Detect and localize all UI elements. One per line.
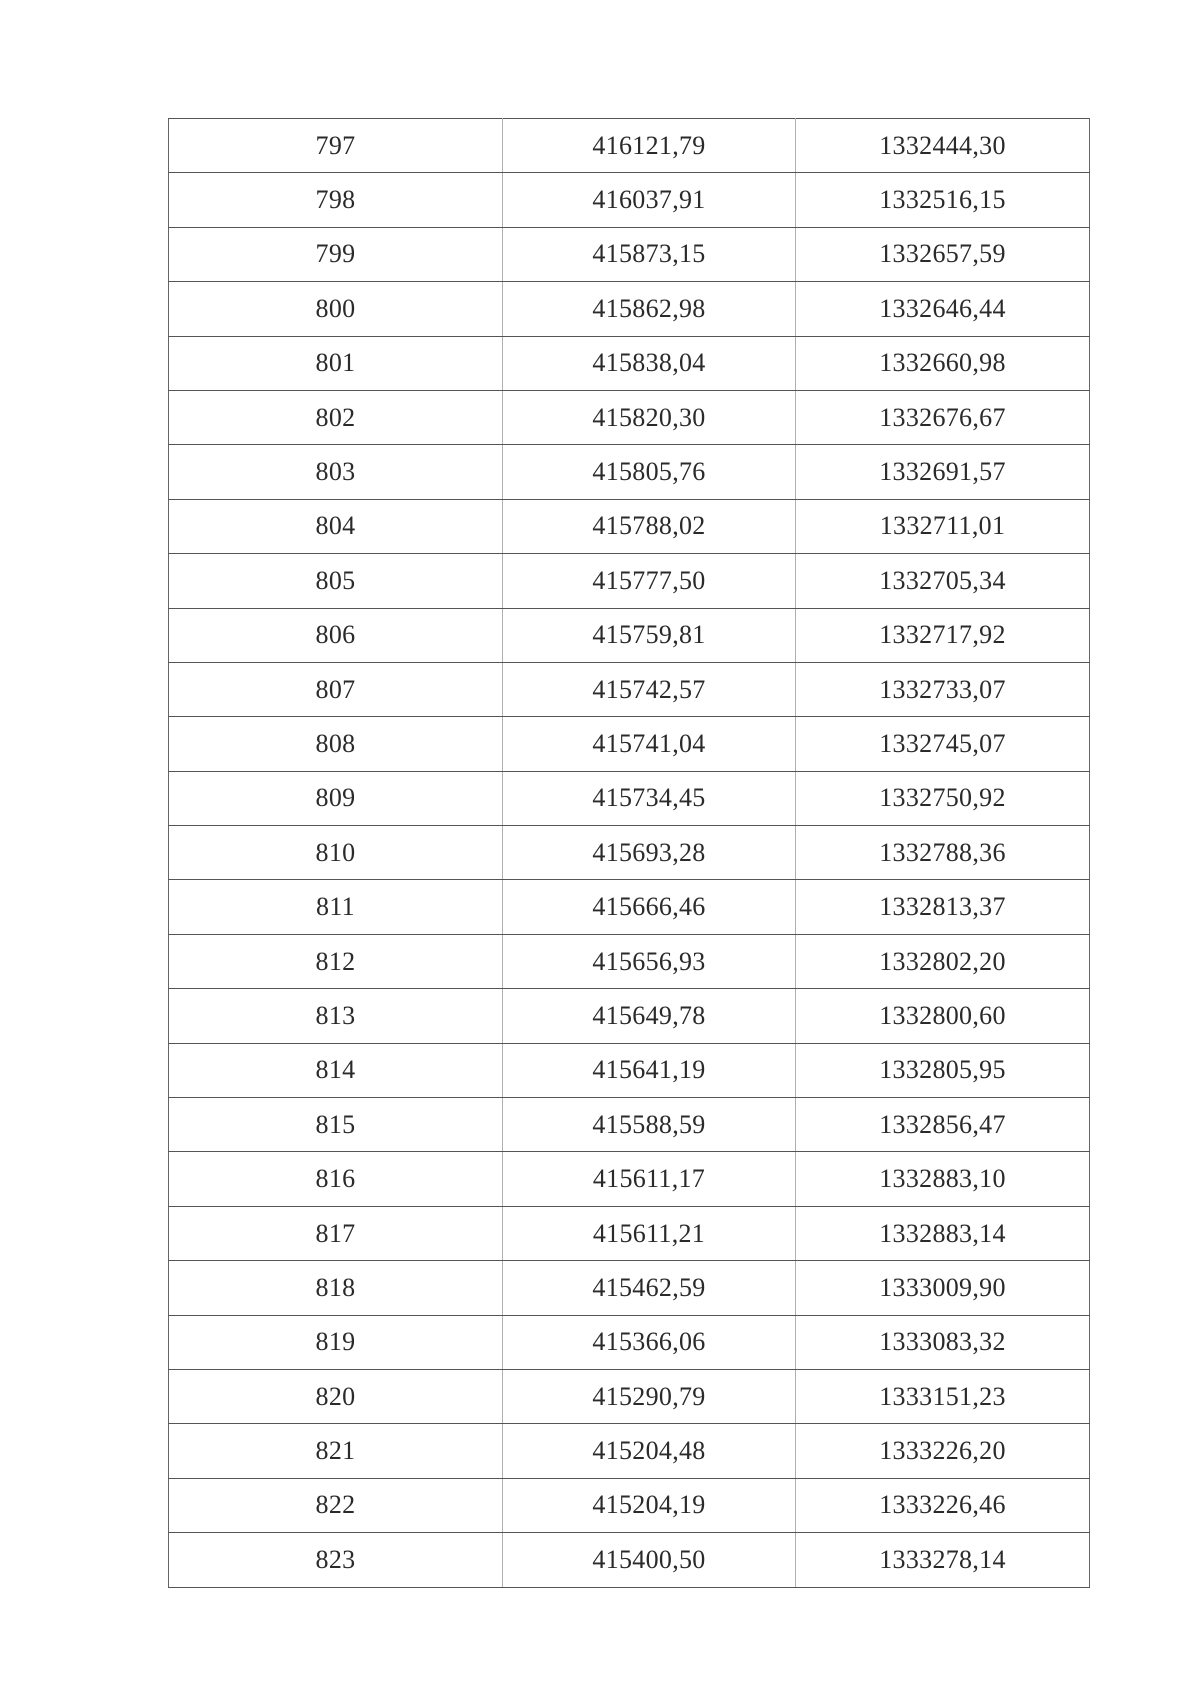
point-number-cell: 823 bbox=[169, 1533, 503, 1587]
table-row bbox=[169, 989, 1090, 1043]
y-coordinate-cell: 1332802,20 bbox=[796, 934, 1090, 988]
point-number-cell: 821 bbox=[169, 1424, 503, 1478]
table-row bbox=[169, 1261, 1090, 1315]
y-coordinate-cell: 1332788,36 bbox=[796, 826, 1090, 880]
table-row bbox=[169, 771, 1090, 825]
x-coordinate-cell: 416037,91 bbox=[503, 173, 796, 227]
x-coordinate-cell: 415777,50 bbox=[503, 554, 796, 608]
point-number-cell: 813 bbox=[169, 989, 503, 1043]
point-number-cell: 799 bbox=[169, 227, 503, 281]
point-number-cell: 801 bbox=[169, 336, 503, 390]
x-coordinate-cell: 415204,19 bbox=[503, 1478, 796, 1532]
table-row bbox=[169, 934, 1090, 988]
table-row bbox=[169, 1424, 1090, 1478]
y-coordinate-cell: 1332660,98 bbox=[796, 336, 1090, 390]
table-row bbox=[169, 282, 1090, 336]
point-number-cell: 808 bbox=[169, 717, 503, 771]
point-number-cell: 817 bbox=[169, 1206, 503, 1260]
y-coordinate-cell: 1333278,14 bbox=[796, 1533, 1090, 1587]
y-coordinate-cell: 1332883,14 bbox=[796, 1206, 1090, 1260]
x-coordinate-cell: 415734,45 bbox=[503, 771, 796, 825]
y-coordinate-cell: 1332717,92 bbox=[796, 608, 1090, 662]
x-coordinate-cell: 415290,79 bbox=[503, 1369, 796, 1423]
point-number-cell: 819 bbox=[169, 1315, 503, 1369]
x-coordinate-cell: 415820,30 bbox=[503, 390, 796, 444]
table-row bbox=[169, 119, 1090, 173]
y-coordinate-cell: 1333226,20 bbox=[796, 1424, 1090, 1478]
x-coordinate-cell: 415788,02 bbox=[503, 499, 796, 553]
coordinates-table bbox=[168, 118, 1090, 1588]
table-row bbox=[169, 445, 1090, 499]
point-number-cell: 806 bbox=[169, 608, 503, 662]
y-coordinate-cell: 1333083,32 bbox=[796, 1315, 1090, 1369]
x-coordinate-cell: 415656,93 bbox=[503, 934, 796, 988]
point-number-cell: 820 bbox=[169, 1369, 503, 1423]
table-row bbox=[169, 1315, 1090, 1369]
table-row bbox=[169, 1152, 1090, 1206]
coordinates-table-body bbox=[169, 119, 1090, 1588]
table-row bbox=[169, 1206, 1090, 1260]
y-coordinate-cell: 1332745,07 bbox=[796, 717, 1090, 771]
x-coordinate-cell: 415611,17 bbox=[503, 1152, 796, 1206]
table-row bbox=[169, 554, 1090, 608]
y-coordinate-cell: 1332750,92 bbox=[796, 771, 1090, 825]
x-coordinate-cell: 415666,46 bbox=[503, 880, 796, 934]
x-coordinate-cell: 415588,59 bbox=[503, 1098, 796, 1152]
x-coordinate-cell: 415805,76 bbox=[503, 445, 796, 499]
x-coordinate-cell: 415649,78 bbox=[503, 989, 796, 1043]
point-number-cell: 822 bbox=[169, 1478, 503, 1532]
y-coordinate-cell: 1332711,01 bbox=[796, 499, 1090, 553]
y-coordinate-cell: 1332733,07 bbox=[796, 662, 1090, 716]
point-number-cell: 804 bbox=[169, 499, 503, 553]
point-number-cell: 816 bbox=[169, 1152, 503, 1206]
table-row bbox=[169, 826, 1090, 880]
x-coordinate-cell: 415862,98 bbox=[503, 282, 796, 336]
y-coordinate-cell: 1332805,95 bbox=[796, 1043, 1090, 1097]
table-row bbox=[169, 336, 1090, 390]
table-row bbox=[169, 717, 1090, 771]
point-number-cell: 800 bbox=[169, 282, 503, 336]
y-coordinate-cell: 1332444,30 bbox=[796, 119, 1090, 173]
point-number-cell: 803 bbox=[169, 445, 503, 499]
point-number-cell: 810 bbox=[169, 826, 503, 880]
x-coordinate-cell: 415611,21 bbox=[503, 1206, 796, 1260]
y-coordinate-cell: 1332705,34 bbox=[796, 554, 1090, 608]
point-number-cell: 811 bbox=[169, 880, 503, 934]
point-number-cell: 802 bbox=[169, 390, 503, 444]
table-row bbox=[169, 880, 1090, 934]
table-row bbox=[169, 1533, 1090, 1587]
y-coordinate-cell: 1332856,47 bbox=[796, 1098, 1090, 1152]
x-coordinate-cell: 415462,59 bbox=[503, 1261, 796, 1315]
point-number-cell: 797 bbox=[169, 119, 503, 173]
table-row bbox=[169, 227, 1090, 281]
table-row bbox=[169, 1369, 1090, 1423]
y-coordinate-cell: 1333151,23 bbox=[796, 1369, 1090, 1423]
x-coordinate-cell: 415741,04 bbox=[503, 717, 796, 771]
point-number-cell: 812 bbox=[169, 934, 503, 988]
point-number-cell: 805 bbox=[169, 554, 503, 608]
x-coordinate-cell: 415204,48 bbox=[503, 1424, 796, 1478]
point-number-cell: 818 bbox=[169, 1261, 503, 1315]
y-coordinate-cell: 1332676,67 bbox=[796, 390, 1090, 444]
y-coordinate-cell: 1332691,57 bbox=[796, 445, 1090, 499]
table-row bbox=[169, 499, 1090, 553]
point-number-cell: 807 bbox=[169, 662, 503, 716]
point-number-cell: 809 bbox=[169, 771, 503, 825]
x-coordinate-cell: 416121,79 bbox=[503, 119, 796, 173]
x-coordinate-cell: 415400,50 bbox=[503, 1533, 796, 1587]
y-coordinate-cell: 1332813,37 bbox=[796, 880, 1090, 934]
table-row bbox=[169, 1043, 1090, 1097]
y-coordinate-cell: 1332800,60 bbox=[796, 989, 1090, 1043]
x-coordinate-cell: 415873,15 bbox=[503, 227, 796, 281]
y-coordinate-cell: 1333226,46 bbox=[796, 1478, 1090, 1532]
x-coordinate-cell: 415641,19 bbox=[503, 1043, 796, 1097]
y-coordinate-cell: 1332657,59 bbox=[796, 227, 1090, 281]
x-coordinate-cell: 415693,28 bbox=[503, 826, 796, 880]
table-row bbox=[169, 608, 1090, 662]
point-number-cell: 814 bbox=[169, 1043, 503, 1097]
y-coordinate-cell: 1332883,10 bbox=[796, 1152, 1090, 1206]
x-coordinate-cell: 415366,06 bbox=[503, 1315, 796, 1369]
point-number-cell: 798 bbox=[169, 173, 503, 227]
point-number-cell: 815 bbox=[169, 1098, 503, 1152]
y-coordinate-cell: 1332646,44 bbox=[796, 282, 1090, 336]
x-coordinate-cell: 415742,57 bbox=[503, 662, 796, 716]
table-row bbox=[169, 390, 1090, 444]
x-coordinate-cell: 415759,81 bbox=[503, 608, 796, 662]
y-coordinate-cell: 1333009,90 bbox=[796, 1261, 1090, 1315]
y-coordinate-cell: 1332516,15 bbox=[796, 173, 1090, 227]
table-row bbox=[169, 1098, 1090, 1152]
x-coordinate-cell: 415838,04 bbox=[503, 336, 796, 390]
table-row bbox=[169, 173, 1090, 227]
table-row bbox=[169, 1478, 1090, 1532]
table-row bbox=[169, 662, 1090, 716]
